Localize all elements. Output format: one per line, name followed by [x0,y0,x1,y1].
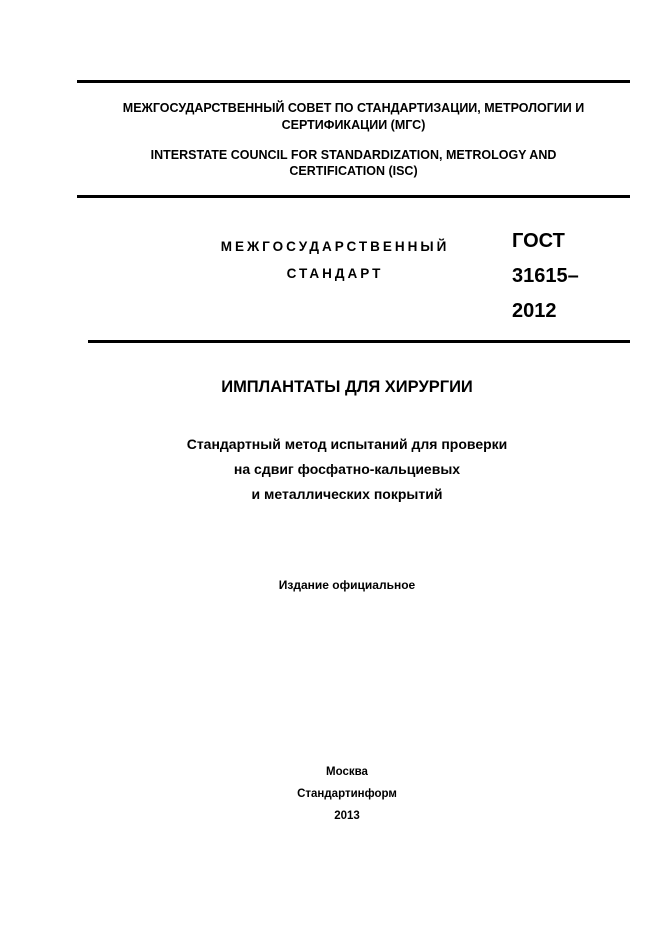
imprint-publisher: Стандартинформ [297,788,397,800]
council-ru-line2: СЕРТИФИКАЦИИ (МГС) [281,118,426,132]
top-rule [77,80,630,83]
imprint-city: Москва [326,766,368,778]
standard-code-line1: ГОСТ [512,230,565,252]
council-name-ru [77,100,630,134]
subtitle-line3: и металлических покрытий [251,486,443,502]
council-name-en [77,147,630,179]
standard-code-line3: 2012 [512,300,557,322]
council-en-line2: CERTIFICATION (ISC) [289,164,418,178]
standard-type-line1: МЕЖГОСУДАРСТВЕННЫЙ [220,239,450,254]
document-title: ИМПЛАНТАТЫ ДЛЯ ХИРУРГИИ [221,378,473,396]
council-ru-line1: МЕЖГОСУДАРСТВЕННЫЙ СОВЕТ ПО СТАНДАРТИЗАЦИИ, МЕТРОЛОГИИ И [122,101,585,115]
bottom-rule [88,340,630,343]
imprint-year: 2013 [334,810,360,822]
standard-code [512,224,579,329]
subtitle-line1: Стандартный метод испытаний для проверки [186,436,508,452]
standard-type-line2: СТАНДАРТ [286,266,384,281]
middle-rule [77,195,630,198]
council-en-line1: INTERSTATE COUNCIL FOR STANDARDIZATION, METROLOGY AND [150,148,557,162]
standard-code-line2: 31615– [512,265,579,287]
imprint [77,761,617,827]
standard-type [210,233,460,287]
edition-label: Издание официальное [278,578,416,592]
subtitle-line2: на сдвиг фосфатно-кальциевых [233,461,461,477]
document-subtitle [77,432,617,507]
